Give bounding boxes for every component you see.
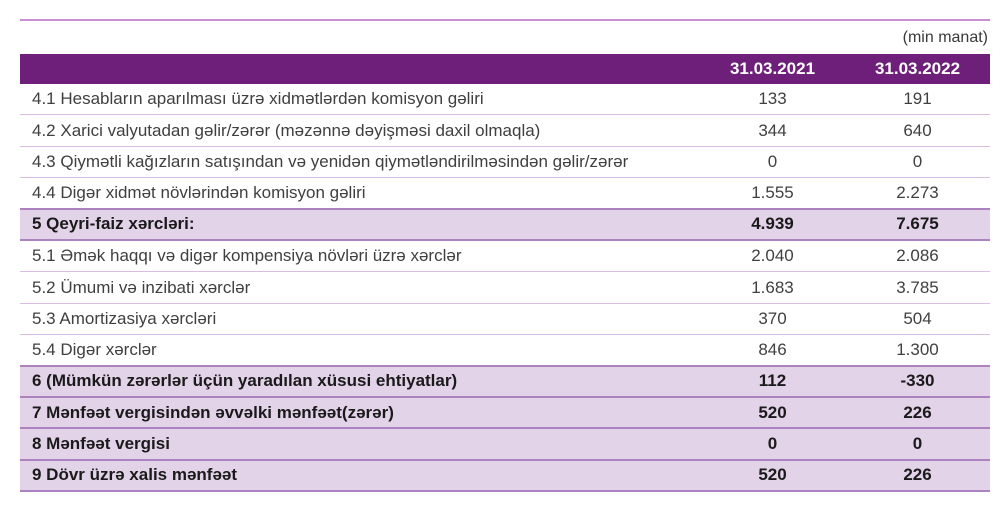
row-label: 6 (Mümkün zərərlər üçün yaradılan xüsusi ehtiyatlar) [32, 371, 458, 391]
row-label: 4.1 Hesabların aparılması üzrə xidmətlərdən komisyon gəliri [32, 89, 484, 109]
row-label: 5.2 Ümumi və inzibati xərclər [32, 277, 251, 297]
value-2022: 0 [912, 433, 923, 453]
value-2021: 1.683 [751, 277, 794, 297]
value-2022: 2.273 [896, 182, 939, 202]
value-2022: 0 [912, 151, 923, 171]
unit-note: (min manat) [902, 29, 988, 46]
value-2021: 0 [767, 433, 778, 453]
table-row [20, 210, 990, 241]
value-2021: 133 [758, 89, 787, 109]
row-label: 5.1 Əmək haqqı və digər kompensiya növləri üzrə xərclər [32, 246, 462, 266]
table-header-row [20, 54, 990, 84]
value-2022: 191 [903, 89, 932, 109]
table-row [20, 178, 990, 209]
value-2022: 504 [903, 308, 932, 328]
table-row [20, 115, 990, 146]
top-divider-rule [20, 19, 990, 21]
table-row [20, 461, 990, 492]
table-row [20, 304, 990, 335]
value-2021: 1.555 [751, 182, 794, 202]
row-label: 9 Dövr üzrə xalis mənfəət [32, 465, 238, 485]
table-row [20, 367, 990, 398]
income-statement-table [20, 54, 990, 492]
row-label: 4.4 Digər xidmət növlərindən komisyon gəliri [32, 182, 366, 202]
value-2022: 226 [903, 465, 932, 485]
row-label: 5 Qeyri-faiz xərcləri: [32, 214, 195, 234]
row-label: 4.2 Xarici valyutadan gəlir/zərər (məzənnə dəyişməsi daxil olmaqla) [32, 120, 541, 140]
column-header-2021: 31.03.2021 [729, 59, 816, 78]
row-label: 4.3 Qiymətli kağızların satışından və yenidən qiymətləndirilməsindən gəlir/zərər [32, 151, 629, 171]
row-label: 8 Mənfəət vergisi [32, 433, 170, 453]
row-label: 5.4 Digər xərclər [32, 339, 157, 359]
value-2021: 370 [758, 308, 787, 328]
value-2022: -330 [900, 371, 935, 391]
table-row [20, 398, 990, 429]
table-row [20, 272, 990, 303]
value-2021: 520 [758, 465, 787, 485]
value-2021: 2.040 [751, 246, 794, 266]
value-2021: 520 [758, 402, 787, 422]
value-2022: 1.300 [896, 339, 939, 359]
value-2022: 2.086 [896, 246, 939, 266]
value-2022: 640 [903, 120, 932, 140]
value-2021: 4.939 [751, 214, 794, 234]
table-row [20, 335, 990, 366]
table-row [20, 147, 990, 178]
value-2021: 344 [758, 120, 787, 140]
value-2022: 3.785 [896, 277, 939, 297]
table-row [20, 429, 990, 460]
row-label: 5.3 Amortizasiya xərcləri [32, 308, 217, 328]
value-2021: 112 [758, 371, 787, 391]
value-2022: 226 [903, 402, 932, 422]
column-header-2022: 31.03.2022 [874, 59, 961, 78]
value-2021: 0 [767, 151, 778, 171]
value-2021: 846 [758, 339, 787, 359]
table-row [20, 84, 990, 115]
row-label: 7 Mənfəət vergisindən əvvəlki mənfəət(zərər) [32, 402, 394, 422]
table-row [20, 241, 990, 272]
value-2022: 7.675 [896, 214, 939, 234]
